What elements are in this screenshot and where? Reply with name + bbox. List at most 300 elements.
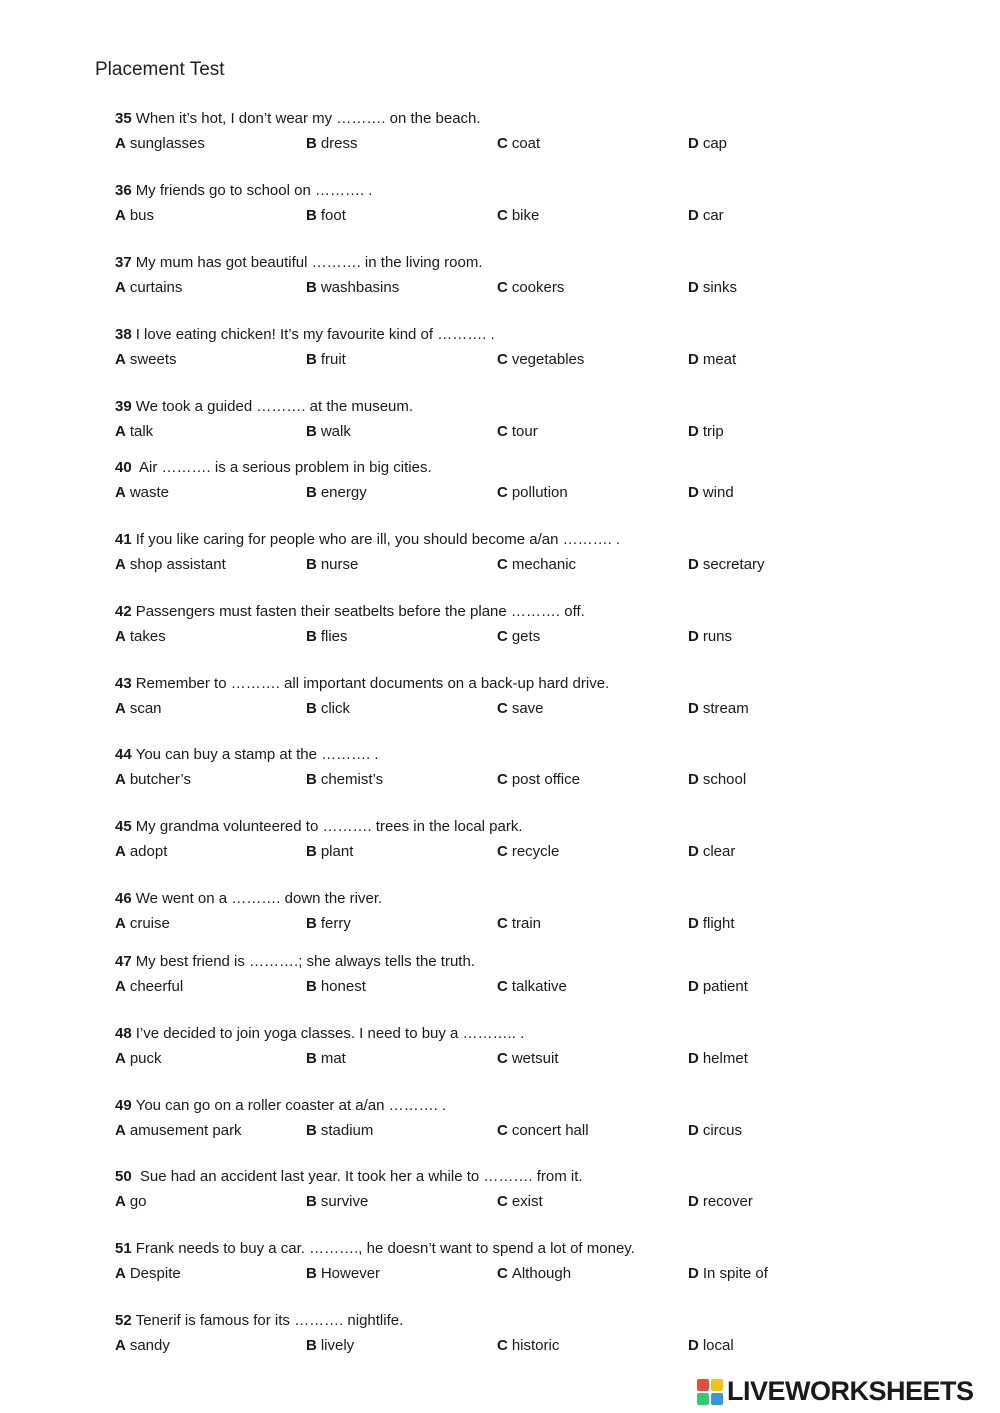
option-text: tour (511, 423, 538, 440)
option-a[interactable] (115, 207, 154, 224)
option-a[interactable] (115, 423, 153, 440)
question-39 (115, 397, 935, 445)
option-text: pollution (511, 484, 568, 501)
option-c[interactable] (497, 700, 544, 717)
question-37 (115, 253, 935, 301)
option-letter: C (497, 1265, 508, 1282)
question-number: 52 (115, 1312, 132, 1329)
option-c[interactable] (497, 556, 576, 573)
question-number: 42 (115, 603, 132, 620)
question-text (115, 889, 935, 909)
option-letter: A (115, 484, 126, 501)
option-text: go (129, 1193, 147, 1210)
question-number: 38 (115, 326, 132, 343)
question-number: 44 (115, 746, 132, 763)
option-a[interactable] (115, 1193, 147, 1210)
option-d[interactable] (688, 556, 765, 573)
option-b[interactable] (306, 1265, 380, 1282)
option-d[interactable] (688, 1122, 742, 1139)
option-letter: A (115, 135, 126, 152)
option-text: In spite of (702, 1265, 768, 1282)
option-text: recover (702, 1193, 753, 1210)
option-c[interactable] (497, 135, 540, 152)
option-c[interactable] (497, 771, 580, 788)
option-text: patient (702, 978, 748, 995)
question-49 (115, 1096, 935, 1144)
logo-square-4 (711, 1393, 723, 1405)
option-text: foot (320, 207, 346, 224)
option-text: wetsuit (511, 1050, 559, 1067)
option-text: sunglasses (129, 135, 205, 152)
option-d[interactable] (688, 628, 732, 645)
answer-options (115, 1193, 935, 1215)
option-text: dress (320, 135, 358, 152)
option-letter: C (497, 700, 508, 717)
option-letter: A (115, 1122, 126, 1139)
option-b[interactable] (306, 1122, 373, 1139)
option-a[interactable] (115, 556, 226, 573)
question-text (115, 1239, 935, 1259)
option-letter: C (497, 978, 508, 995)
option-letter: C (497, 484, 508, 501)
option-b[interactable] (306, 915, 351, 932)
question-51 (115, 1239, 935, 1287)
option-a[interactable] (115, 1265, 181, 1282)
option-d[interactable] (688, 1265, 768, 1282)
option-b[interactable] (306, 843, 353, 860)
option-letter: D (688, 1193, 699, 1210)
option-letter: A (115, 771, 126, 788)
option-text: helmet (702, 1050, 748, 1067)
question-44 (115, 745, 935, 793)
option-d[interactable] (688, 484, 734, 501)
answer-options (115, 1337, 935, 1359)
answer-options (115, 915, 935, 937)
option-text: walk (320, 423, 351, 440)
option-text: flight (702, 915, 735, 932)
option-a[interactable] (115, 771, 191, 788)
option-letter: B (306, 700, 317, 717)
option-letter: C (497, 135, 508, 152)
option-b[interactable] (306, 1050, 346, 1067)
option-letter: D (688, 1122, 699, 1139)
question-prompt: Passengers must fasten their seatbelts before the plane ………. off. (135, 603, 585, 620)
option-text: waste (129, 484, 170, 501)
option-c[interactable] (497, 1193, 543, 1210)
option-text: meat (702, 351, 737, 368)
option-letter: B (306, 978, 317, 995)
option-a[interactable] (115, 915, 170, 932)
option-letter: B (306, 279, 317, 296)
option-d[interactable] (688, 135, 727, 152)
option-text: circus (702, 1122, 743, 1139)
option-a[interactable] (115, 1337, 170, 1354)
logo-text: LIVEWORKSHEETS (727, 1376, 974, 1406)
option-letter: B (306, 484, 317, 501)
question-prompt: I love eating chicken! It’s my favourite kind of ………. . (135, 326, 495, 343)
option-d[interactable] (688, 1337, 734, 1354)
question-47 (115, 952, 935, 1000)
answer-options (115, 628, 935, 650)
option-b[interactable] (306, 484, 367, 501)
option-letter: C (497, 423, 508, 440)
option-text: mat (320, 1050, 346, 1067)
option-d[interactable] (688, 771, 746, 788)
answer-options (115, 1050, 935, 1072)
option-a[interactable] (115, 843, 167, 860)
question-prompt: Frank needs to buy a car. ………., he doesn’t want to spend a lot of money. (135, 1240, 635, 1257)
question-40 (115, 458, 935, 506)
option-letter: B (306, 1050, 317, 1067)
question-42 (115, 602, 935, 650)
option-letter: C (497, 1337, 508, 1354)
option-text: takes (129, 628, 166, 645)
option-letter: D (688, 279, 699, 296)
question-text (115, 952, 935, 972)
option-b[interactable] (306, 771, 383, 788)
option-b[interactable] (306, 135, 358, 152)
option-text: talkative (511, 978, 567, 995)
option-letter: B (306, 628, 317, 645)
answer-options (115, 771, 935, 793)
question-43 (115, 674, 935, 722)
option-text: stream (702, 700, 749, 717)
question-text (115, 1024, 935, 1044)
question-48 (115, 1024, 935, 1072)
question-prompt: When it’s hot, I don’t wear my ………. on the beach. (135, 110, 481, 127)
question-text (115, 325, 935, 345)
option-letter: B (306, 423, 317, 440)
option-text: chemist’s (320, 771, 384, 788)
option-text: school (702, 771, 747, 788)
option-letter: B (306, 915, 317, 932)
option-c[interactable] (497, 843, 559, 860)
option-c[interactable] (497, 628, 540, 645)
option-letter: D (688, 1265, 699, 1282)
option-d[interactable] (688, 1050, 748, 1067)
question-text (115, 530, 935, 550)
option-text: lively (320, 1337, 355, 1354)
option-letter: D (688, 628, 699, 645)
option-text: cap (702, 135, 728, 152)
option-letter: A (115, 843, 126, 860)
option-letter: C (497, 556, 508, 573)
logo-square-1 (697, 1379, 709, 1391)
option-b[interactable] (306, 978, 366, 995)
question-41 (115, 530, 935, 578)
option-letter: D (688, 1050, 699, 1067)
option-c[interactable] (497, 484, 568, 501)
option-text: bus (129, 207, 155, 224)
question-number: 40 (115, 459, 132, 476)
option-text: amusement park (129, 1122, 242, 1139)
option-letter: D (688, 135, 699, 152)
option-text: plant (320, 843, 354, 860)
liveworksheets-logo (697, 1376, 974, 1407)
option-c[interactable] (497, 1122, 589, 1139)
option-letter: C (497, 207, 508, 224)
option-letter: D (688, 1337, 699, 1354)
answer-options (115, 1265, 935, 1287)
option-letter: B (306, 556, 317, 573)
option-letter: A (115, 628, 126, 645)
option-letter: D (688, 978, 699, 995)
question-number: 51 (115, 1240, 132, 1257)
option-letter: D (688, 700, 699, 717)
option-letter: A (115, 1050, 126, 1067)
option-letter: A (115, 207, 126, 224)
option-letter: C (497, 628, 508, 645)
question-number: 49 (115, 1097, 132, 1114)
option-text: energy (320, 484, 367, 501)
option-letter: D (688, 423, 699, 440)
option-text: exist (511, 1193, 543, 1210)
answer-options (115, 556, 935, 578)
question-number: 37 (115, 254, 132, 271)
question-text (115, 674, 935, 694)
option-letter: A (115, 915, 126, 932)
option-text: sweets (129, 351, 177, 368)
option-letter: B (306, 1337, 317, 1354)
option-letter: A (115, 978, 126, 995)
option-d[interactable] (688, 843, 735, 860)
option-text: stadium (320, 1122, 374, 1139)
option-text: secretary (702, 556, 765, 573)
answer-options (115, 484, 935, 506)
option-letter: B (306, 1122, 317, 1139)
answer-options (115, 207, 935, 229)
question-38 (115, 325, 935, 373)
option-d[interactable] (688, 978, 748, 995)
answer-options (115, 423, 935, 445)
option-text: flies (320, 628, 348, 645)
option-text: sandy (129, 1337, 170, 1354)
answer-options (115, 279, 935, 301)
option-c[interactable] (497, 279, 564, 296)
option-letter: A (115, 1337, 126, 1354)
answer-options (115, 351, 935, 373)
option-text: puck (129, 1050, 162, 1067)
question-number: 45 (115, 818, 132, 835)
option-d[interactable] (688, 915, 735, 932)
option-text: fruit (320, 351, 346, 368)
option-text: talk (129, 423, 154, 440)
answer-options (115, 843, 935, 865)
question-prompt: Sue had an accident last year. It took her a while to ………. from it. (135, 1168, 583, 1185)
question-text (115, 458, 935, 478)
option-text: Although (511, 1265, 572, 1282)
option-text: sinks (702, 279, 738, 296)
option-letter: C (497, 915, 508, 932)
question-text (115, 817, 935, 837)
option-letter: B (306, 843, 317, 860)
option-text: honest (320, 978, 366, 995)
question-number: 47 (115, 953, 132, 970)
option-c[interactable] (497, 351, 584, 368)
option-d[interactable] (688, 207, 724, 224)
option-c[interactable] (497, 1265, 571, 1282)
option-text: However (320, 1265, 381, 1282)
option-letter: C (497, 843, 508, 860)
question-prompt: My best friend is ……….; she always tells the truth. (135, 953, 475, 970)
option-text: shop assistant (129, 556, 226, 573)
question-prompt: Remember to ………. all important documents on a back-up hard drive. (135, 675, 610, 692)
option-text: coat (511, 135, 541, 152)
option-text: historic (511, 1337, 560, 1354)
question-prompt: I’ve decided to join yoga classes. I need to buy a ……….. . (135, 1025, 525, 1042)
question-prompt: We went on a ………. down the river. (135, 890, 383, 907)
option-text: clear (702, 843, 736, 860)
option-letter: A (115, 556, 126, 573)
question-text (115, 602, 935, 622)
option-text: cruise (129, 915, 170, 932)
option-text: trip (702, 423, 724, 440)
question-prompt: My mum has got beautiful ………. in the living room. (135, 254, 483, 271)
option-text: butcher’s (129, 771, 191, 788)
option-letter: C (497, 771, 508, 788)
option-text: save (511, 700, 544, 717)
option-a[interactable] (115, 978, 183, 995)
question-36 (115, 181, 935, 229)
option-text: adopt (129, 843, 168, 860)
option-letter: C (497, 351, 508, 368)
option-text: ferry (320, 915, 351, 932)
option-text: gets (511, 628, 541, 645)
option-letter: C (497, 1122, 508, 1139)
answer-options (115, 135, 935, 157)
option-b[interactable] (306, 351, 346, 368)
option-c[interactable] (497, 207, 539, 224)
question-number: 35 (115, 110, 132, 127)
option-a[interactable] (115, 628, 166, 645)
option-c[interactable] (497, 915, 541, 932)
option-text: local (702, 1337, 734, 1354)
option-a[interactable] (115, 1122, 242, 1139)
question-35 (115, 109, 935, 157)
option-text: washbasins (320, 279, 400, 296)
question-prompt: My friends go to school on ………. . (135, 182, 373, 199)
question-prompt: My grandma volunteered to ………. trees in the local park. (135, 818, 523, 835)
option-b[interactable] (306, 1337, 354, 1354)
option-text: wind (702, 484, 734, 501)
option-text: runs (702, 628, 733, 645)
option-letter: B (306, 771, 317, 788)
option-letter: A (115, 700, 126, 717)
option-b[interactable] (306, 700, 350, 717)
option-a[interactable] (115, 1050, 162, 1067)
question-prompt: If you like caring for people who are ill, you should become a/an ………. . (135, 531, 621, 548)
option-text: car (702, 207, 724, 224)
option-text: survive (320, 1193, 369, 1210)
question-number: 46 (115, 890, 132, 907)
question-number: 39 (115, 398, 132, 415)
question-prompt: Tenerif is famous for its ………. nightlife. (135, 1312, 404, 1329)
option-b[interactable] (306, 628, 348, 645)
option-b[interactable] (306, 1193, 368, 1210)
option-text: curtains (129, 279, 183, 296)
answer-options (115, 700, 935, 722)
option-c[interactable] (497, 1050, 559, 1067)
option-letter: B (306, 135, 317, 152)
option-letter: D (688, 915, 699, 932)
option-b[interactable] (306, 556, 358, 573)
option-letter: B (306, 1265, 317, 1282)
option-a[interactable] (115, 484, 169, 501)
option-a[interactable] (115, 279, 182, 296)
option-d[interactable] (688, 700, 749, 717)
question-number: 50 (115, 1168, 132, 1185)
option-d[interactable] (688, 351, 736, 368)
option-text: mechanic (511, 556, 577, 573)
option-letter: D (688, 207, 699, 224)
option-letter: A (115, 423, 126, 440)
option-c[interactable] (497, 978, 567, 995)
question-text (115, 253, 935, 273)
option-b[interactable] (306, 207, 346, 224)
option-letter: D (688, 556, 699, 573)
question-prompt: We took a guided ………. at the museum. (135, 398, 414, 415)
option-letter: D (688, 351, 699, 368)
option-d[interactable] (688, 1193, 753, 1210)
question-46 (115, 889, 935, 937)
option-text: concert hall (511, 1122, 589, 1139)
question-text (115, 181, 935, 201)
question-text (115, 397, 935, 417)
option-text: scan (129, 700, 162, 717)
page-title: Placement Test (95, 59, 225, 80)
option-letter: C (497, 279, 508, 296)
option-b[interactable] (306, 279, 399, 296)
logo-square-3 (697, 1393, 709, 1405)
question-prompt: You can buy a stamp at the ………. . (135, 746, 379, 763)
option-a[interactable] (115, 135, 205, 152)
answer-options (115, 978, 935, 1000)
option-letter: B (306, 351, 317, 368)
option-a[interactable] (115, 700, 162, 717)
option-letter: C (497, 1050, 508, 1067)
logo-icon (697, 1379, 723, 1405)
option-text: vegetables (511, 351, 585, 368)
option-letter: D (688, 484, 699, 501)
option-b[interactable] (306, 423, 351, 440)
option-text: cheerful (129, 978, 184, 995)
option-c[interactable] (497, 423, 538, 440)
option-text: nurse (320, 556, 359, 573)
option-d[interactable] (688, 279, 737, 296)
answer-options (115, 1122, 935, 1144)
option-letter: A (115, 1265, 126, 1282)
question-text (115, 1096, 935, 1116)
option-text: click (320, 700, 351, 717)
option-letter: D (688, 771, 699, 788)
option-letter: D (688, 843, 699, 860)
question-number: 36 (115, 182, 132, 199)
question-number: 41 (115, 531, 132, 548)
question-text (115, 109, 935, 129)
question-number: 48 (115, 1025, 132, 1042)
option-text: cookers (511, 279, 565, 296)
option-letter: A (115, 279, 126, 296)
question-text (115, 1311, 935, 1331)
option-a[interactable] (115, 351, 177, 368)
logo-square-2 (711, 1379, 723, 1391)
option-letter: A (115, 351, 126, 368)
option-text: train (511, 915, 542, 932)
option-c[interactable] (497, 1337, 559, 1354)
option-d[interactable] (688, 423, 724, 440)
option-text: recycle (511, 843, 560, 860)
question-prompt: Air ………. is a serious problem in big cities. (135, 459, 432, 476)
